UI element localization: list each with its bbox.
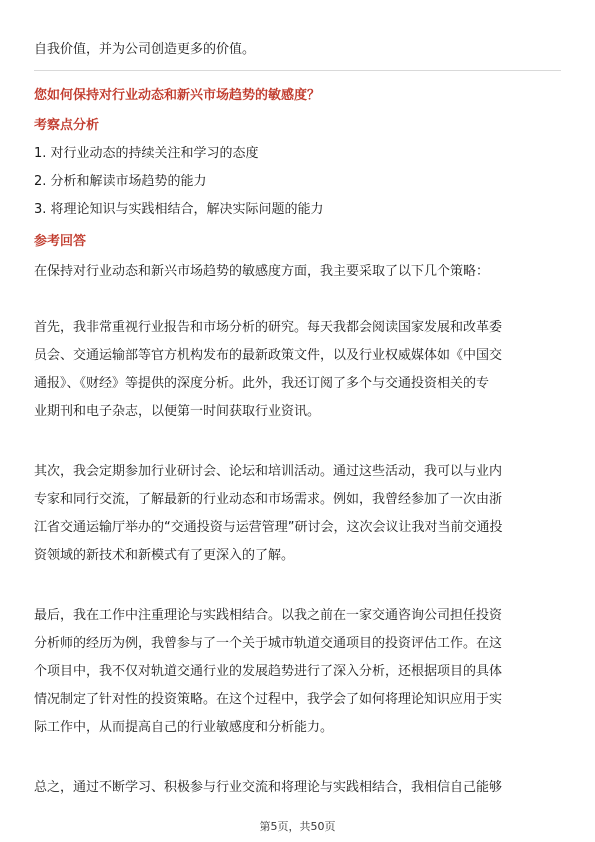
answer-line: 专家和同行交流，了解最新的行业动态和市场需求。例如，我曾经参加了一次由浙 <box>34 492 503 507</box>
answer-line: 业期刊和电子杂志，以便第一时间获取行业资讯。 <box>34 404 321 419</box>
answer-line: 资领域的新技术和新模式有了更深入的了解。 <box>34 548 295 563</box>
page-number-footer: 第5页，共50页 <box>259 820 336 833</box>
answer-heading: 参考回答 <box>34 234 87 249</box>
answer-line: 个项目中，我不仅对轨道交通行业的发展趋势进行了深入分析，还根据项目的具体 <box>34 664 503 679</box>
answer-line: 分析师的经历为例，我曾参与了一个关于城市轨道交通项目的投资评估工作。在这 <box>34 636 503 651</box>
intro-tail-text: 自我价值，并为公司创造更多的价值。 <box>34 42 256 57</box>
answer-line: 首先，我非常重视行业报告和市场分析的研究。每天我都会阅读国家发展和改革委 <box>34 320 503 335</box>
analysis-point: 1. 对行业动态的持续关注和学习的态度 <box>34 146 259 161</box>
analysis-point: 2. 分析和解读市场趋势的能力 <box>34 174 207 189</box>
question-title: 您如何保持对行业动态和新兴市场趋势的敏感度？ <box>34 88 321 103</box>
answer-line: 最后，我在工作中注重理论与实践相结合。以我之前在一家交通咨询公司担任投资 <box>34 608 503 623</box>
answer-line: 在保持对行业动态和新兴市场趋势的敏感度方面，我主要采取了以下几个策略： <box>34 264 490 279</box>
analysis-point: 3. 将理论知识与实践相结合，解决实际问题的能力 <box>34 202 324 217</box>
answer-line: 总之，通过不断学习、积极参与行业交流和将理论与实践相结合，我相信自己能够 <box>34 780 503 795</box>
answer-line: 际工作中，从而提高自己的行业敏感度和分析能力。 <box>34 720 334 735</box>
answer-line: 情况制定了针对性的投资策略。在这个过程中，我学会了如何将理论知识应用于实 <box>34 692 503 707</box>
analysis-heading: 考察点分析 <box>34 118 100 133</box>
answer-line: 其次，我会定期参加行业研讨会、论坛和培训活动。通过这些活动，我可以与业内 <box>34 464 503 479</box>
answer-line: 江省交通运输厅举办的“交通投资与运营管理”研讨会，这次会议让我对当前交通投 <box>34 520 503 535</box>
answer-line: 员会、交通运输部等官方机构发布的最新政策文件，以及行业权威媒体如《中国交 <box>34 348 503 363</box>
section-divider <box>34 70 561 71</box>
answer-line: 通报》、《财经》等提供的深度分析。此外，我还订阅了多个与交通投资相关的专 <box>34 376 490 391</box>
